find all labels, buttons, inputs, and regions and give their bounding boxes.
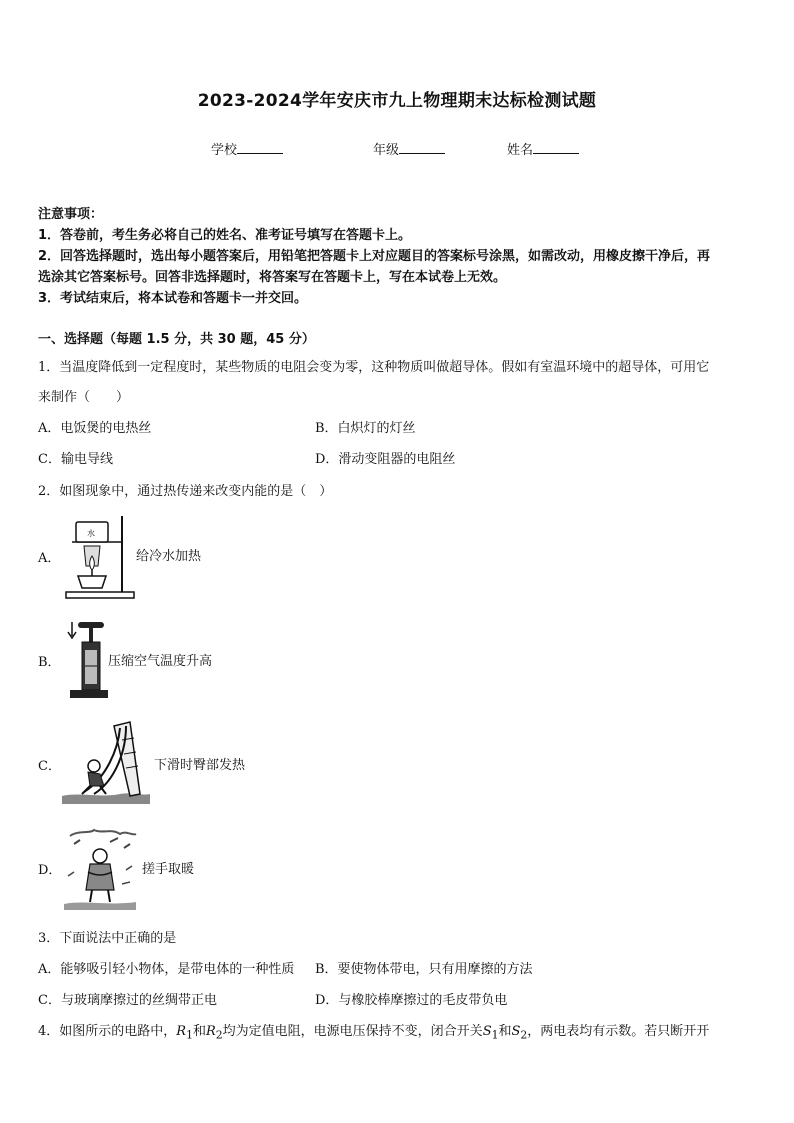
school-label: 学校: [211, 143, 238, 158]
q4-stem: [38, 1020, 709, 1042]
notice-item-2-cont: 选涂其它答案标号。回答非选择题时，将答案写在答题卡上，写在本试卷上无效。: [38, 270, 507, 285]
q4-r1: R: [176, 1024, 187, 1039]
q1-option-c: C．输电导线: [38, 452, 113, 467]
q4-r2: R: [205, 1024, 216, 1039]
q2-stem: 2．如图现象中，通过热传递来改变内能的是（ ）: [38, 484, 333, 499]
q2-option-b-caption: 压缩空气温度升高: [108, 654, 213, 669]
q2-option-a-caption: 给冷水加热: [136, 549, 202, 564]
q4-text-5: ，两电表均有示数。若只断开开: [527, 1024, 710, 1039]
grade-field[interactable]: [373, 139, 445, 158]
q1-option-a: A．电饭煲的电热丝: [38, 421, 152, 436]
school-field[interactable]: [211, 139, 283, 158]
q4-text-3: 均为定值电阻，电源电压保持不变，闭合开关: [222, 1024, 483, 1039]
q3-option-b: B．要使物体带电，只有用摩擦的方法: [315, 962, 533, 977]
q2-option-d-caption: 搓手取暖: [142, 862, 195, 877]
q1-stem-line1: 1．当温度降低到一定程度时，某些物质的电阻会变为零，这种物质叫做超导体。假如有室温环境中的超导体，可用它: [38, 360, 710, 375]
notice-item-3: 3．考试结束后，将本试卷和答题卡一并交回。: [38, 291, 308, 306]
grade-label: 年级: [373, 143, 400, 158]
svg-text:水: 水: [87, 529, 95, 538]
q2-option-b-letter: B．: [38, 655, 61, 670]
q4-s1-sub: 1: [491, 1028, 499, 1042]
q1-option-b: B．白炽灯的灯丝: [315, 421, 416, 436]
q4-s2: S: [511, 1024, 521, 1039]
q3-option-c: C．与玻璃摩擦过的丝绸带正电: [38, 993, 217, 1008]
slide-icon: [60, 720, 152, 806]
q4-r2-sub: 2: [215, 1028, 223, 1042]
school-blank[interactable]: [237, 141, 283, 154]
grade-blank[interactable]: [399, 141, 445, 154]
q4-s1: S: [482, 1024, 492, 1039]
name-field[interactable]: [507, 139, 579, 158]
q4-s2-sub: 2: [520, 1028, 528, 1042]
section-heading: 一、选择题（每题 1.5 分，共 30 题，45 分）: [38, 332, 315, 347]
rubbing-hands-icon: [60, 826, 140, 910]
notice-item-1: 1．答卷前，考生务必将自己的姓名、准考证号填写在答题卡上。: [38, 228, 412, 243]
q2-option-c-letter: C．: [38, 759, 61, 774]
notice-heading: 注意事项：: [38, 207, 104, 222]
q1-option-d: D．滑动变阻器的电阻丝: [315, 452, 456, 467]
q4-r1-sub: 1: [186, 1028, 193, 1042]
q3-option-d: D．与橡胶棒摩擦过的毛皮带负电: [315, 993, 508, 1008]
notice-item-2: 2．回答选择题时，选出每小题答案后，用铅笔把答题卡上对应题目的答案标号涂黑，如需改动，用橡皮擦干净后，再: [38, 249, 711, 264]
heating-water-icon: [64, 514, 136, 600]
q3-stem: 3．下面说法中正确的是: [38, 931, 177, 946]
q4-text-1: 4．如图所示的电路中，: [38, 1024, 177, 1039]
q2-option-c-caption: 下滑时臀部发热: [154, 758, 246, 773]
air-compression-icon: [62, 618, 108, 702]
q4-text-4: 和: [498, 1024, 512, 1039]
name-label: 姓名: [507, 143, 534, 158]
q2-option-d-letter: D．: [38, 863, 62, 878]
name-blank[interactable]: [533, 141, 579, 154]
q1-stem-line2: 来制作（ ）: [38, 390, 130, 405]
q2-option-a-letter: A．: [38, 551, 61, 566]
q3-option-a: A．能够吸引轻小物体，是带电体的一种性质: [38, 962, 295, 977]
page-title: 2023-2024学年安庆市九上物理期末达标检测试题: [197, 91, 597, 111]
q4-text-2: 和: [192, 1024, 206, 1039]
